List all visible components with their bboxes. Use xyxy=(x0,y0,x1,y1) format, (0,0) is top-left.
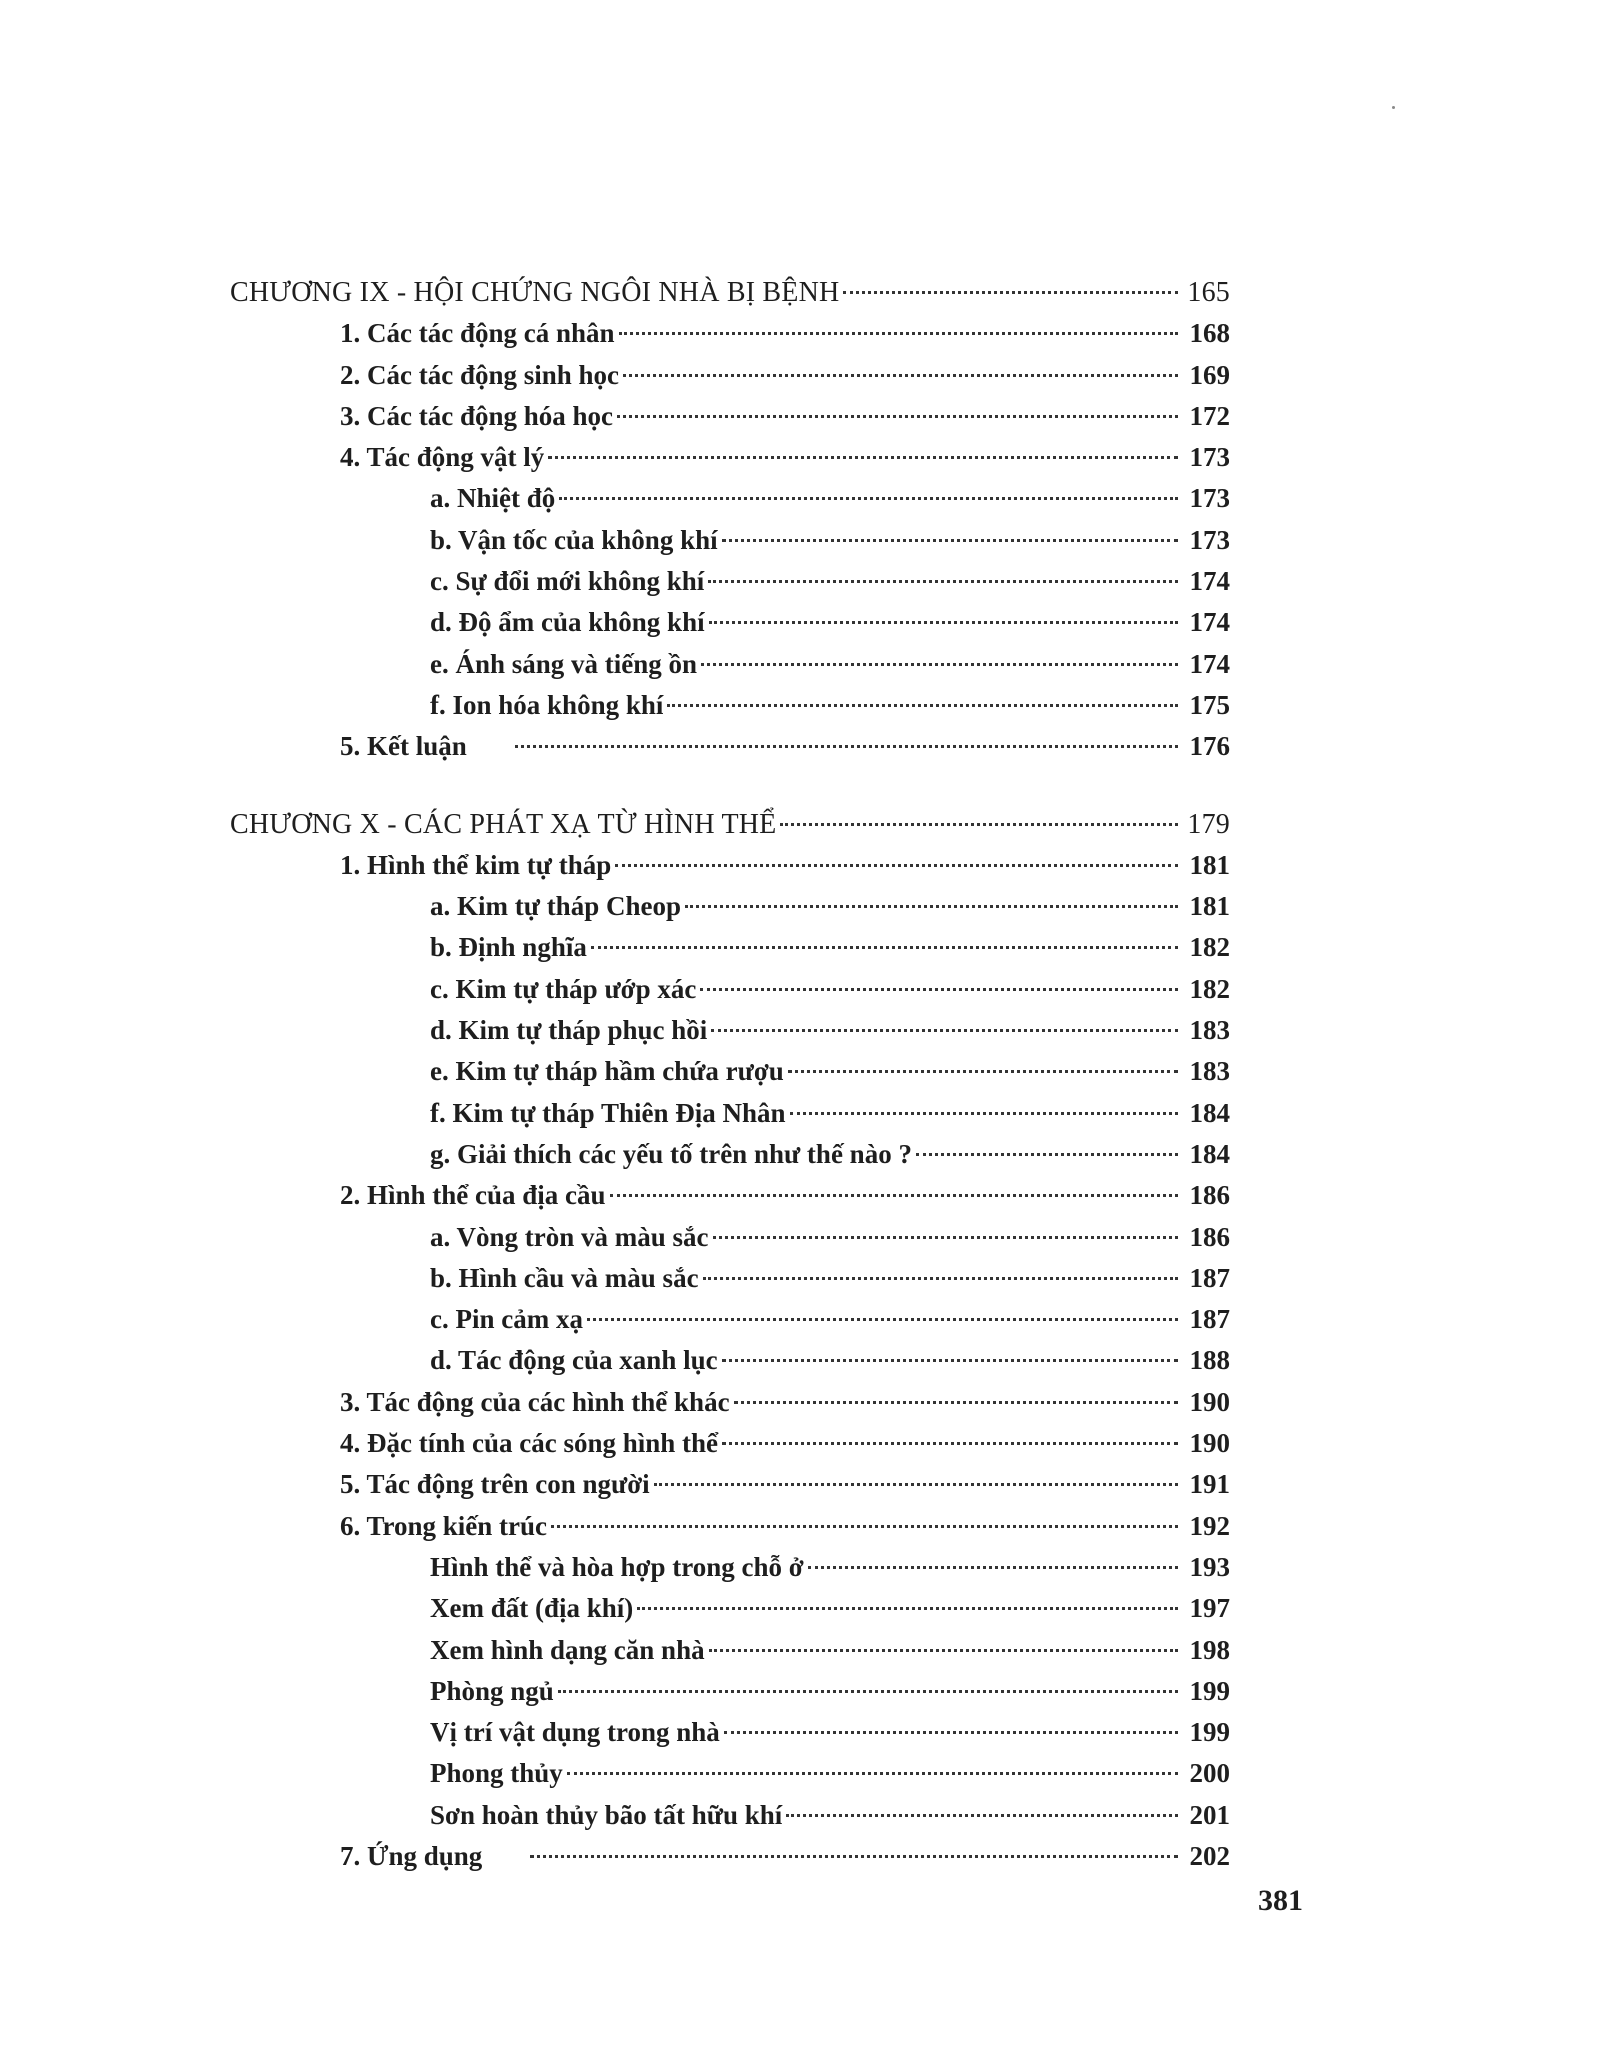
toc-entry-label: d. Độ ẩm của không khí xyxy=(430,607,705,638)
toc-entry-label: Vị trí vật dụng trong nhà xyxy=(430,1717,720,1748)
toc-page-number: 173 xyxy=(1189,524,1230,555)
toc-subentry[interactable] xyxy=(230,1630,1230,1671)
dot-leader xyxy=(808,1566,1178,1569)
toc-subentry[interactable] xyxy=(230,520,1230,561)
toc-page-number: 190 xyxy=(1189,1386,1230,1417)
toc-entry[interactable] xyxy=(230,1464,1230,1505)
toc-page-number: 173 xyxy=(1189,442,1230,473)
toc-subentry[interactable] xyxy=(230,1134,1230,1175)
toc-page-number: 192 xyxy=(1189,1510,1230,1541)
dot-leader xyxy=(780,823,1178,826)
toc-entry-label: Hình thể và hòa hợp trong chỗ ở xyxy=(430,1551,804,1582)
toc-entry[interactable] xyxy=(230,1382,1230,1423)
toc-subentry[interactable] xyxy=(230,1217,1230,1258)
toc-entry-label: 2. Các tác động sinh học xyxy=(340,359,620,390)
toc-entry-label: b. Vận tốc của không khí xyxy=(430,524,718,555)
dot-leader xyxy=(722,1359,1178,1362)
toc-entry-label: d. Kim tự tháp phục hồi xyxy=(430,1015,708,1046)
dot-leader xyxy=(713,1236,1178,1239)
toc-entry-label: c. Kim tự tháp ướp xác xyxy=(430,973,697,1004)
toc-subentry[interactable] xyxy=(230,1010,1230,1051)
toc-page-number: 173 xyxy=(1189,483,1230,514)
dot-leader xyxy=(711,1029,1178,1032)
toc-entry-label: Phong thủy xyxy=(430,1758,563,1789)
toc-page-number: 183 xyxy=(1189,1015,1230,1046)
toc-entry-label: 4. Tác động vật lý xyxy=(340,442,545,473)
toc-entry-label: a. Kim tự tháp Cheop xyxy=(430,891,681,922)
dot-leader xyxy=(591,946,1178,949)
toc-chapter-heading[interactable] xyxy=(230,272,1230,313)
dot-leader xyxy=(786,1814,1178,1817)
toc-page-number: 184 xyxy=(1189,1097,1230,1128)
dot-leader xyxy=(685,905,1178,908)
toc-page-number: 201 xyxy=(1189,1799,1230,1830)
toc-entry-label: e. Kim tự tháp hầm chứa rượu xyxy=(430,1056,784,1087)
dot-leader xyxy=(700,988,1178,991)
toc-entry-label: d. Tác động của xanh lục xyxy=(430,1345,718,1376)
dot-leader xyxy=(734,1401,1178,1404)
toc-entry[interactable] xyxy=(230,1506,1230,1547)
toc-page-number: 198 xyxy=(1189,1634,1230,1665)
toc-page-number: 200 xyxy=(1189,1758,1230,1789)
dot-leader xyxy=(708,580,1178,583)
toc-entry-label: c. Pin cảm xạ xyxy=(430,1304,583,1335)
dot-leader xyxy=(617,415,1178,418)
page-number: 381 xyxy=(1258,1884,1303,1917)
toc-entry-label: 7. Ứng dụng xyxy=(340,1840,483,1871)
toc-entry-label: 1. Các tác động cá nhân xyxy=(340,318,615,349)
toc-entry-label: 2. Hình thể của địa cầu xyxy=(340,1180,606,1211)
toc-entry-label: g. Giải thích các yếu tố trên như thế nào ? xyxy=(430,1138,912,1169)
toc-subentry[interactable] xyxy=(230,1051,1230,1092)
toc-subentry[interactable] xyxy=(230,1795,1230,1836)
toc-entry-label: 4. Đặc tính của các sóng hình thể xyxy=(340,1428,719,1459)
toc-entry-label: b. Hình cầu và màu sắc xyxy=(430,1262,699,1293)
toc-entry[interactable] xyxy=(230,437,1230,478)
toc-entry-label: 3. Tác động của các hình thể khác xyxy=(340,1386,730,1417)
toc-page-number: 181 xyxy=(1189,891,1230,922)
toc-subentry[interactable] xyxy=(230,685,1230,726)
toc-subentry[interactable] xyxy=(230,1340,1230,1381)
toc-subentry[interactable] xyxy=(230,1712,1230,1753)
toc-page-number: 168 xyxy=(1189,318,1230,349)
toc-chapter-title: CHƯƠNG X - CÁC PHÁT XẠ TỪ HÌNH THỂ xyxy=(230,808,777,840)
dot-leader xyxy=(722,539,1178,542)
dot-leader xyxy=(530,1855,1178,1858)
toc-page-number: 184 xyxy=(1189,1138,1230,1169)
toc-chapter-title: CHƯƠNG IX - HỘI CHỨNG NGÔI NHÀ BỊ BỆNH xyxy=(230,277,840,308)
dot-leader xyxy=(587,1318,1178,1321)
toc-page-number: 186 xyxy=(1189,1180,1230,1211)
toc-page-number: 174 xyxy=(1189,648,1230,679)
dot-leader xyxy=(610,1194,1178,1197)
toc-page-number: 165 xyxy=(1187,277,1230,308)
toc-entry[interactable] xyxy=(230,396,1230,437)
toc-subentry[interactable] xyxy=(230,1093,1230,1134)
table-of-contents xyxy=(230,272,1230,1877)
toc-page-number: 199 xyxy=(1189,1675,1230,1706)
toc-page-number: 174 xyxy=(1189,607,1230,638)
scan-speck xyxy=(1392,106,1395,109)
toc-entry-label: e. Ánh sáng và tiếng ồn xyxy=(430,648,698,679)
dot-leader xyxy=(843,291,1178,294)
toc-page-number: 183 xyxy=(1189,1056,1230,1087)
toc-subentry[interactable] xyxy=(230,478,1230,519)
toc-page-number: 182 xyxy=(1189,932,1230,963)
toc-entry-label: 5. Tác động trên con người xyxy=(340,1469,650,1500)
dot-leader xyxy=(703,1277,1178,1280)
toc-subentry[interactable] xyxy=(230,927,1230,968)
toc-subentry[interactable] xyxy=(230,1547,1230,1588)
toc-entry-label: f. Ion hóa không khí xyxy=(430,689,664,720)
toc-entry[interactable] xyxy=(230,355,1230,396)
toc-entry-label: 5. Kết luận xyxy=(340,731,467,762)
dot-leader xyxy=(709,621,1178,624)
toc-page-number: 181 xyxy=(1189,849,1230,880)
dot-leader xyxy=(637,1607,1178,1610)
toc-entry-label: c. Sự đổi mới không khí xyxy=(430,566,705,597)
dot-leader xyxy=(619,332,1178,335)
toc-entry-label: a. Vòng tròn và màu sắc xyxy=(430,1221,709,1252)
toc-entry[interactable] xyxy=(230,1423,1230,1464)
toc-subentry[interactable] xyxy=(230,1753,1230,1794)
toc-subentry[interactable] xyxy=(230,969,1230,1010)
toc-page-number: 187 xyxy=(1189,1262,1230,1293)
dot-leader xyxy=(551,1525,1178,1528)
dot-leader xyxy=(667,704,1178,707)
toc-subentry[interactable] xyxy=(230,1671,1230,1712)
dot-leader xyxy=(916,1153,1178,1156)
toc-entry-label: f. Kim tự tháp Thiên Địa Nhân xyxy=(430,1097,786,1128)
dot-leader xyxy=(788,1070,1178,1073)
toc-page-number: 193 xyxy=(1189,1551,1230,1582)
toc-page-number: 172 xyxy=(1189,400,1230,431)
toc-page-number: 182 xyxy=(1189,973,1230,1004)
toc-page-number: 176 xyxy=(1189,731,1230,762)
toc-page-number: 174 xyxy=(1189,566,1230,597)
toc-page-number: 188 xyxy=(1189,1345,1230,1376)
toc-subentry[interactable] xyxy=(230,886,1230,927)
toc-page-number: 175 xyxy=(1189,689,1230,720)
dot-leader xyxy=(558,1690,1178,1693)
toc-entry[interactable] xyxy=(230,313,1230,354)
toc-page-number: 169 xyxy=(1189,359,1230,390)
toc-entry[interactable] xyxy=(230,845,1230,886)
dot-leader xyxy=(548,456,1178,459)
toc-subentry[interactable] xyxy=(230,602,1230,643)
toc-entry-label: Sơn hoàn thủy bão tất hữu khí xyxy=(430,1799,783,1830)
toc-page-number: 190 xyxy=(1189,1428,1230,1459)
toc-entry[interactable] xyxy=(230,1836,1230,1877)
dot-leader xyxy=(515,745,1178,748)
toc-page-number: 187 xyxy=(1189,1304,1230,1335)
toc-entry-label: 1. Hình thể kim tự tháp xyxy=(340,849,612,880)
toc-page-number: 197 xyxy=(1189,1593,1230,1624)
dot-leader xyxy=(567,1772,1178,1775)
toc-subentry[interactable] xyxy=(230,1299,1230,1340)
toc-entry[interactable] xyxy=(230,726,1230,767)
toc-chapter-heading[interactable] xyxy=(230,804,1230,845)
toc-entry-label: Xem hình dạng căn nhà xyxy=(430,1634,705,1665)
dot-leader xyxy=(559,497,1178,500)
dot-leader xyxy=(654,1483,1178,1486)
toc-entry[interactable] xyxy=(230,1175,1230,1216)
dot-leader xyxy=(615,864,1178,867)
toc-entry-label: 6. Trong kiến trúc xyxy=(340,1510,548,1541)
toc-page-number: 199 xyxy=(1189,1717,1230,1748)
toc-entry-label: b. Định nghĩa xyxy=(430,932,587,963)
dot-leader xyxy=(623,374,1178,377)
toc-page-number: 186 xyxy=(1189,1221,1230,1252)
dot-leader xyxy=(722,1442,1178,1445)
dot-leader xyxy=(701,663,1178,666)
toc-entry-label: Xem đất (địa khí) xyxy=(430,1593,634,1624)
toc-subentry[interactable] xyxy=(230,1588,1230,1629)
toc-entry-label: 3. Các tác động hóa học xyxy=(340,400,614,431)
dot-leader xyxy=(724,1731,1178,1734)
toc-subentry[interactable] xyxy=(230,561,1230,602)
dot-leader xyxy=(790,1112,1178,1115)
dot-leader xyxy=(709,1649,1178,1652)
toc-entry-label: Phòng ngủ xyxy=(430,1675,554,1706)
toc-page-number: 191 xyxy=(1189,1469,1230,1500)
toc-page-number: 202 xyxy=(1189,1840,1230,1871)
toc-subentry[interactable] xyxy=(230,644,1230,685)
toc-subentry[interactable] xyxy=(230,1258,1230,1299)
toc-page-number: 179 xyxy=(1187,808,1230,840)
toc-entry-label: a. Nhiệt độ xyxy=(430,483,556,514)
